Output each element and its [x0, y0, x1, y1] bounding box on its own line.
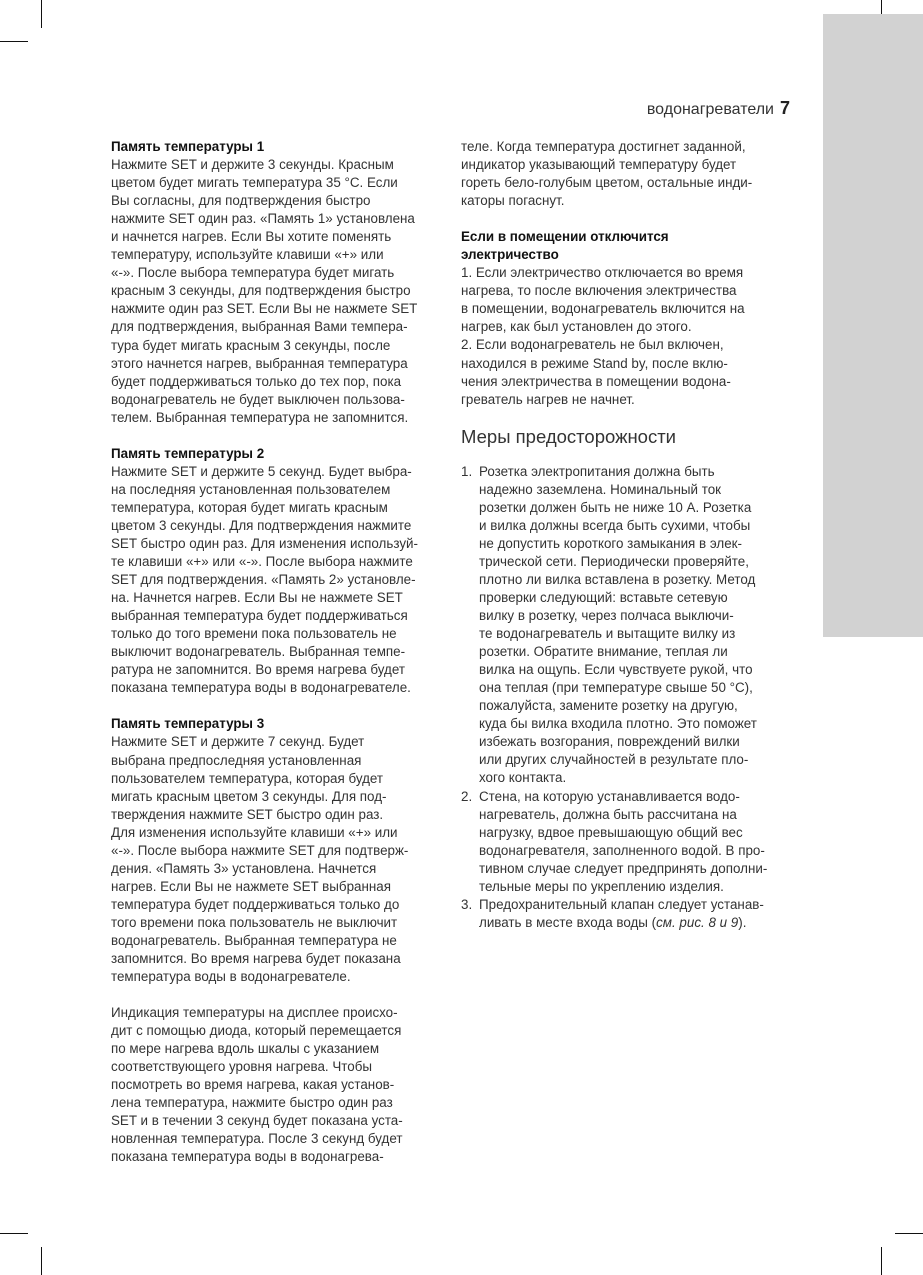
crop-mark	[881, 1247, 882, 1275]
item-number: 1.	[461, 463, 473, 479]
text-line: нажмите SET один раз. «Память 1» установлена	[111, 211, 415, 227]
text-line: температура, которая будет мигать красным	[111, 499, 388, 515]
crop-mark	[41, 0, 42, 28]
text-line: водонагреватель. Выбранная температура не	[111, 932, 397, 948]
memory3-body	[111, 733, 441, 986]
text-line: она теплая (при температуре свыше 50 °С),	[479, 680, 753, 696]
text-line: нагрева, то после включения электричества	[461, 283, 737, 299]
memory1-title: Память температуры 1	[111, 139, 265, 154]
text-line: трической сети. Периодически проверяйте,	[479, 553, 749, 569]
text-line: дит с помощью диода, который перемещается	[111, 1023, 402, 1039]
text-line: телем. Выбранная температура не запомнится.	[111, 409, 409, 425]
text-line: температура воды в водонагревателе.	[111, 969, 351, 985]
side-tab	[823, 14, 923, 637]
indication-body	[111, 1004, 441, 1166]
text-line: красным 3 секунды, для подтверждения быстро	[111, 283, 411, 299]
text-line: цветом будет мигать температура 35 °С. Если	[111, 175, 398, 191]
text-line: температуру, используйте клавиши «+» или	[111, 247, 384, 263]
text-line: Стена, на которую устанавливается водо-	[479, 788, 740, 804]
text-line: водонагревателя, заполненного водой. В про-	[479, 842, 765, 858]
text-line: Нажмите SET и держите 3 секунды. Красным	[111, 157, 394, 173]
text-line: или других случайностей в результате пло-	[479, 752, 749, 768]
text-line: розетки. Обратите внимание, теплая ли	[479, 644, 728, 660]
text-line: хого контакта.	[479, 770, 567, 786]
text-line: Розетка электропитания должна быть	[479, 463, 715, 479]
precautions-list	[461, 463, 793, 932]
text-line: «-». После выбора температура будет мигать	[111, 265, 395, 281]
text-line: температура будет поддерживаться только до	[111, 896, 400, 912]
text-line: греватель нагрев не начнет.	[461, 391, 635, 407]
text-line: не допустить короткого замыкания в элек-	[479, 535, 742, 551]
text-line: того времени пока пользователь не выключит	[111, 914, 398, 930]
continuation-body	[461, 138, 793, 210]
text-line: для подтверждения, выбранная Вами темпера-	[111, 319, 408, 335]
memory3-title: Память температуры 3	[111, 716, 265, 732]
text-line: выбранная температура будет поддерживаться	[111, 608, 408, 624]
text-line: SET и в течении 3 секунд будет показана уста-	[111, 1113, 403, 1129]
text-line: водонагреватель не будет выключен пользова-	[111, 391, 405, 407]
text-line: мигать красным цветом 3 секунды. Для под-	[111, 788, 387, 804]
text-line: нагрузку, вдвое превышающую общий вес	[479, 824, 743, 840]
text-line: на. Начнется нагрев. Если Вы не нажмете SET	[111, 590, 403, 606]
text-line: и начнется нагрев. Если Вы хотите поменять	[111, 229, 392, 245]
crop-mark	[0, 41, 28, 42]
text-line: ратура не запомнится. Во время нагрева будет	[111, 662, 405, 678]
text-line: цветом 3 секунды. Для подтверждения нажмите	[111, 517, 412, 533]
left-column	[111, 138, 441, 1167]
text-line: тельные меры по укреплению изделия.	[479, 878, 724, 894]
text-line: тивном случае следует предпринять дополни-	[479, 860, 768, 876]
page-header	[647, 98, 790, 119]
crop-mark	[41, 1247, 42, 1275]
text-line: гореть бело-голубым цветом, остальные инди-	[461, 175, 753, 191]
text-line: надежно заземлена. Номинальный ток	[479, 481, 722, 497]
text-line: пользователем температура, которая будет	[111, 770, 384, 786]
text-line: Нажмите SET и держите 7 секунд. Будет	[111, 734, 365, 750]
text-line: те клавиши «+» или «-». После выбора нажмите	[111, 554, 413, 570]
section-title: водонагреватели	[646, 101, 774, 118]
text-line: только до того времени пока пользователь не	[111, 626, 397, 642]
crop-mark	[895, 1233, 923, 1234]
text-line: выключит водонагреватель. Выбранная темпе-	[111, 644, 406, 660]
text-line: чения электричества в помещении водона-	[461, 373, 731, 389]
text-line: посмотреть во время нагрева, какая установ-	[111, 1077, 395, 1093]
text-line: 1. Если электричество отключается во время	[461, 265, 744, 281]
crop-mark	[0, 1233, 28, 1234]
text-line: каторы погаснут.	[461, 193, 565, 209]
right-column	[461, 138, 793, 932]
text-line: Вы согласны, для подтверждения быстро	[111, 193, 371, 209]
text-line: соответствующего уровня нагрева. Чтобы	[111, 1059, 373, 1075]
text-line: новленная температура. После 3 секунд будет	[111, 1131, 403, 1147]
list-item	[461, 896, 793, 932]
list-item	[461, 788, 793, 896]
text-line: нагрев, как был установлен до этого.	[461, 319, 692, 335]
text-line: избежать возгорания, повреждений вилки	[479, 734, 740, 750]
memory1-body	[111, 156, 441, 427]
text-line: индикатор указывающий температуру будет	[461, 157, 737, 173]
text-line: показана температура воды в водонагрева-	[111, 1149, 384, 1165]
text-line: выбрана предпоследняя установленная	[111, 752, 362, 768]
text-line: «-». После выбора нажмите SET для подтверж-	[111, 842, 409, 858]
item-number: 2.	[461, 788, 473, 804]
text-line: по мере нагрева вдоль шкалы с указанием	[111, 1041, 380, 1057]
figure-reference: см. рис. 8 и 9	[656, 914, 739, 930]
text-line: тура будет мигать красным 3 секунды, после	[111, 337, 391, 353]
text-line: Нажмите SET и держите 5 секунд. Будет выбра-	[111, 463, 412, 479]
power-outage-body	[461, 264, 793, 408]
text-line: и вилка должны всегда быть сухими, чтобы	[479, 517, 751, 533]
item-number: 3.	[461, 896, 473, 912]
text-line: Предохранительный клапан следует устанав-	[479, 896, 764, 912]
text-line: нагрев. Если Вы не нажмете SET выбранная	[111, 878, 391, 894]
text-line: в помещении, водонагреватель включится на	[461, 301, 745, 317]
text-line: нагреватель, должна быть рассчитана на	[479, 806, 737, 822]
text-line: тверждения нажмите SET быстро один раз.	[111, 806, 384, 822]
text-line: Для изменения используйте клавиши «+» или	[111, 824, 398, 840]
text-line: вилку в розетку, через полчаса выключи-	[479, 608, 734, 624]
text-line: куда бы вилка входила плотно. Это поможет	[479, 716, 757, 732]
text-line: SET для подтверждения. «Память 2» установле-	[111, 572, 416, 588]
text-line: запомнится. Во время нагрева будет показана	[111, 951, 401, 967]
text-line: плотно ли вилка вставлена в розетку. Метод	[479, 571, 756, 587]
text-line: показана температура воды в водонагревателе.	[111, 680, 411, 696]
text-line: 2. Если водонагреватель не был включен,	[461, 337, 724, 353]
memory2-body	[111, 463, 441, 698]
list-item	[461, 463, 793, 788]
text-line: вилка на ощупь. Если чувствуете рукой, что	[479, 662, 753, 678]
text-line: SET быстро один раз. Для изменения используй-	[111, 535, 418, 551]
text-line: этого начнется нагрев, выбранная температура	[111, 355, 408, 371]
memory2-title: Память температуры 2	[111, 445, 265, 461]
text-line: лена температура, нажмите быстро один раз	[111, 1095, 393, 1111]
text-line: будет поддерживаться только до тех пор, пока	[111, 373, 402, 389]
text-line: розетки должен быть не ниже 10 А. Розетка	[479, 499, 752, 515]
text-line: дения. «Память 3» установлена. Начнется	[111, 860, 377, 876]
power-outage-title: Если в помещении отключится электричество	[461, 229, 669, 263]
text-line: находился в режиме Stand by, после вклю-	[461, 355, 728, 371]
text-line: на последняя установленная пользователем	[111, 481, 391, 497]
precautions-title: Меры предосторожности	[461, 425, 677, 447]
text-line: пожалуйста, замените розетку на другую,	[479, 698, 738, 714]
text-line: те водонагреватель и вытащите вилку из	[479, 626, 736, 642]
text-line: теле. Когда температура достигнет заданной,	[461, 139, 746, 154]
text-line: проверки следующий: вставьте сетевую	[479, 589, 728, 605]
text-line: нажмите один раз SET. Если Вы не нажмете SET	[111, 301, 418, 317]
text-line: Индикация температуры на дисплее происхо-	[111, 1005, 398, 1021]
page-number: 7	[779, 98, 790, 118]
text-line: ливать в месте входа воды (см. рис. 8 и 9).	[479, 914, 747, 930]
